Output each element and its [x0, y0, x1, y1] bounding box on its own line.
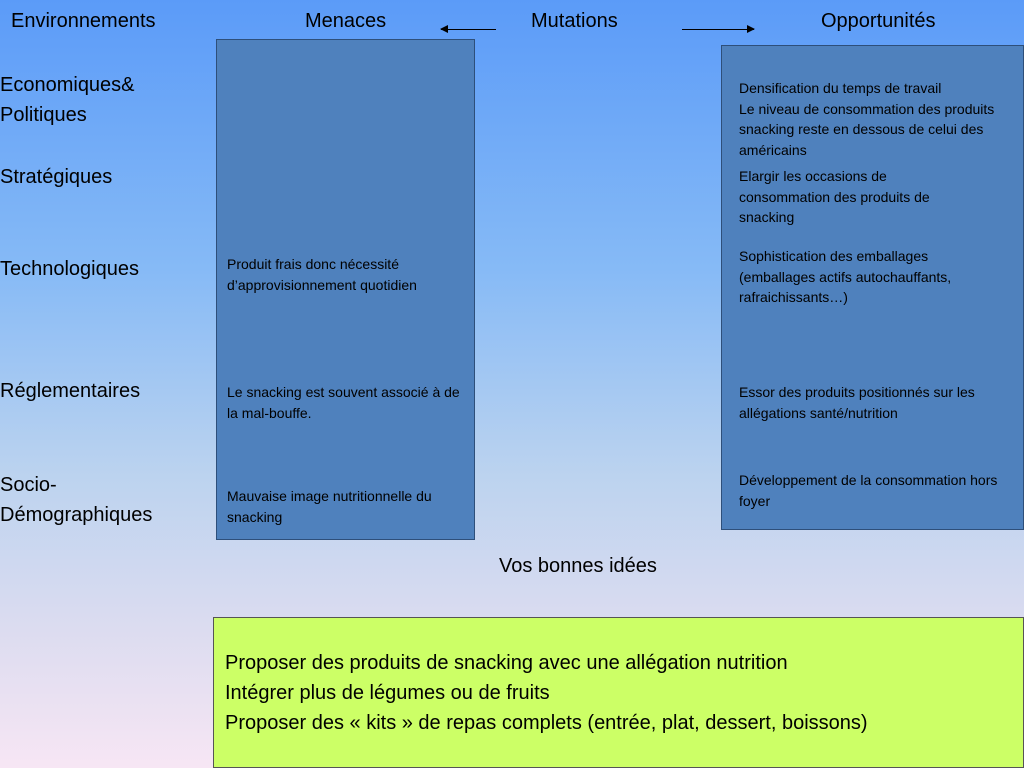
header-menaces: Menaces [305, 10, 387, 32]
category-strategiques: Stratégiques [0, 166, 113, 188]
menace-item: Mauvaise image nutritionnelle du snacking [227, 488, 432, 525]
idea-item: Proposer des produits de snacking avec une allégation nutrition [225, 652, 788, 674]
menaces-box [216, 39, 475, 540]
opportunite-item: Sophistication des emballages (emballages actifs autochauffants, rafraichissants…) [739, 248, 952, 305]
left-arrow-icon [441, 29, 496, 30]
header-opportunites: Opportunités [821, 10, 936, 32]
opportunite-item: Développement de la consommation hors foyer [739, 472, 998, 509]
opportunite-item: Essor des produits positionnés sur les allégations santé/nutrition [739, 384, 975, 421]
category-technologiques: Technologiques [0, 258, 139, 280]
header-environnements: Environnements [11, 10, 156, 32]
opportunite-item: Densification du temps de travail Le niveau de consommation des produits snacking reste en dessous de celui des américains [739, 80, 995, 158]
menace-item: Le snacking est souvent associé à de la mal-bouffe. [227, 384, 460, 421]
category-economiques-politiques: Economiques& Politiques [0, 74, 135, 126]
menace-item: Produit frais donc nécessité d’approvisionnement quotidien [227, 256, 417, 293]
right-arrow-icon [682, 29, 754, 30]
ideas-box [213, 617, 1024, 768]
opportunites-box [721, 45, 1024, 530]
ideas-title: Vos bonnes idées [499, 555, 657, 577]
category-reglementaires: Réglementaires [0, 380, 141, 402]
idea-item: Proposer des « kits » de repas complets (entrée, plat, dessert, boissons) [225, 712, 868, 734]
header-mutations: Mutations [531, 10, 618, 32]
category-socio-demographiques: Socio- Démographiques [0, 474, 153, 526]
idea-item: Intégrer plus de légumes ou de fruits [225, 682, 550, 704]
opportunite-item: Elargir les occasions de consommation des produits de snacking [739, 168, 930, 225]
